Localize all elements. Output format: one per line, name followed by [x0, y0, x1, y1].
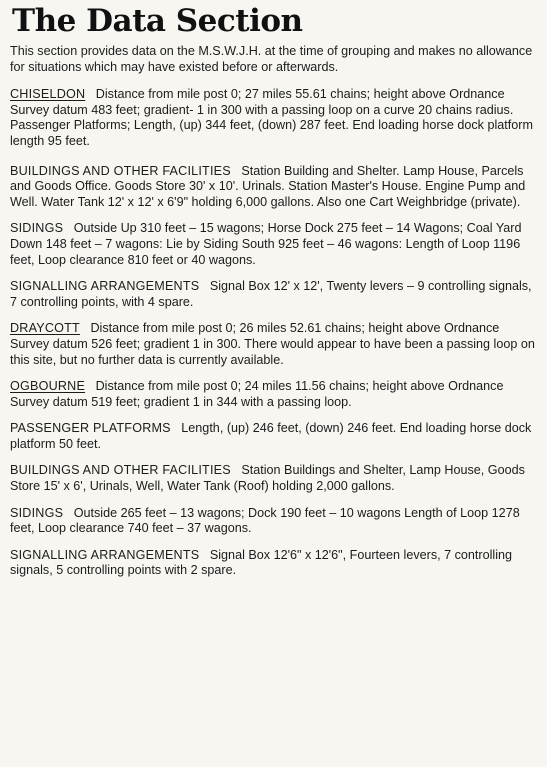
section-sidings-chiseldon — [10, 221, 537, 268]
section-buildings-ogbourne — [10, 463, 537, 494]
section-heading: OGBOURNE — [10, 379, 86, 394]
section-text: Distance from mile post 0; 27 miles 55.61 chains; height above Ordnance Survey datum 483 feet; gradient- 1 in 300 with a passing loop on a curve 20 chains radius. — [10, 87, 514, 117]
section-heading: DRAYCOTT — [10, 321, 80, 336]
page-title: The Data Section — [12, 3, 303, 39]
section-signalling-chiseldon — [10, 279, 537, 310]
section-draycott — [10, 321, 537, 368]
section-text-extra: Passenger Platforms; Length, (up) 344 feet, (down) 287 feet. End loading horse dock platform length 95 feet. — [10, 118, 533, 148]
section-text: Signal Box 12'6" x 12'6", Fourteen levers, 7 controlling signals, 5 controlling points with 2 spare. — [10, 547, 513, 578]
section-heading: SIDINGS — [10, 505, 64, 520]
section-buildings-chiseldon — [10, 164, 537, 211]
section-text: Signal Box 12' x 12', Twenty levers – 9 controlling signals, 7 controlling points, with 4 spare. — [10, 279, 532, 309]
section-text: Outside Up 310 feet – 15 wagons; Horse Dock 275 feet – 14 Wagons; Coal Yard Down 148 feet – 7 wagons: Lie by Siding South 925 feet – 46 wagons: Length of Loop 1196 feet, Loop clearance 810 feet or 40 wagons. — [10, 221, 522, 267]
section-text: Outside 265 feet – 13 wagons; Dock 190 feet – 10 wagons Length of Loop 1278 feet, Loop clearance 740 feet – 37 wagons. — [10, 505, 520, 536]
section-heading: CHISELDON — [10, 87, 86, 102]
section-heading: PASSENGER PLATFORMS — [10, 421, 171, 436]
section-text: Station Building and Shelter. Lamp House, Parcels and Goods Office. Goods Store 30' x 10'. Urinals. Station Master's House. Engine Pump and Well. Water Tank 12' x 12' x 6'9" holding 6,000 gallons. Also one Cart Weighbridge (private). — [10, 163, 526, 209]
section-signalling-ogbourne — [10, 548, 537, 579]
section-heading: SIGNALLING ARRANGEMENTS — [10, 547, 200, 562]
section-chiseldon — [10, 87, 537, 149]
intro-paragraph: This section provides data on the M.S.W.J.H. at the time of grouping and makes no allowance for situations which may have existed before or afterwards. — [10, 44, 533, 74]
section-ogbourne — [10, 379, 537, 410]
section-text: Station Buildings and Shelter, Lamp House, Goods Store 15' x 6', Urinals, Well, Water Tank (Roof) holding 2,000 gallons. — [10, 463, 525, 494]
section-heading: BUILDINGS AND OTHER FACILITIES — [10, 163, 231, 178]
section-heading: SIGNALLING ARRANGEMENTS — [10, 279, 200, 294]
section-text: Distance from mile post 0; 26 miles 52.61 chains; height above Ordnance Survey datum 526 feet; gradient 1 in 300. There would appear to have been a passing loop on this site, but no further data is currently available. — [10, 321, 535, 367]
section-heading: BUILDINGS AND OTHER FACILITIES — [10, 463, 231, 478]
section-heading: SIDINGS — [10, 221, 64, 236]
section-platforms-ogbourne — [10, 421, 537, 452]
section-text: Length, (up) 246 feet, (down) 246 feet. End loading horse dock platform 50 feet. — [10, 421, 532, 451]
section-sidings-ogbourne — [10, 506, 537, 537]
section-text: Distance from mile post 0; 24 miles 11.56 chains; height above Ordnance Survey datum 519 feet; gradient 1 in 344 with a passing loop. — [10, 379, 504, 409]
